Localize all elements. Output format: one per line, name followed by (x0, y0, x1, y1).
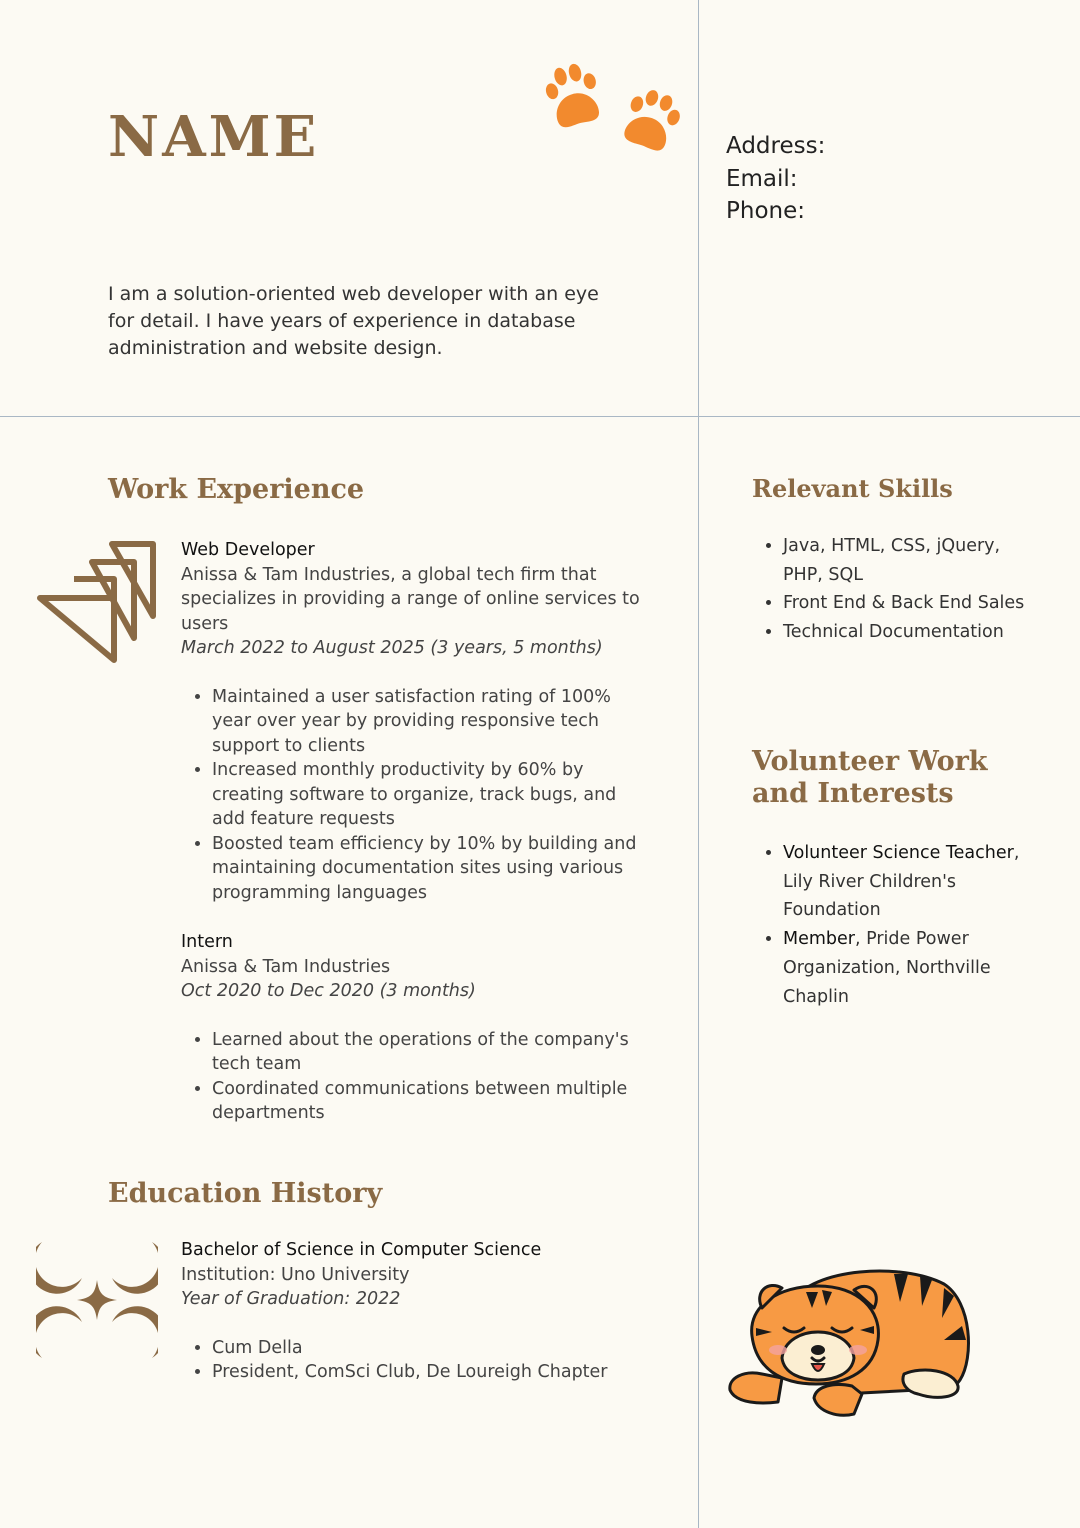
sleeping-tiger-illustration (722, 1262, 974, 1422)
crescent-sparkle-icon (36, 1240, 158, 1360)
list-item: • Java, HTML, CSS, jQuery, PHP, SQL (783, 532, 1043, 589)
job-role: Web Developer (181, 540, 315, 560)
job-role: Intern (181, 932, 233, 952)
skills-list (752, 532, 1043, 647)
job-intern (181, 930, 651, 1126)
list-item: • Cum Della (212, 1336, 651, 1361)
resume-name: NAME (108, 104, 320, 170)
list-item: • Coordinated communications between multiple departments (212, 1077, 651, 1126)
phone-label: Phone: (726, 198, 805, 224)
contact-block (726, 130, 825, 228)
education-honors (181, 1336, 651, 1385)
job-achievements (181, 1028, 651, 1126)
list-item: • Maintained a user satisfaction rating of 100% year over year by providing responsive tech support to clients (212, 685, 651, 759)
volunteer-list (752, 839, 1043, 1011)
layered-triangles-icon (34, 540, 159, 664)
job-dates: March 2022 to August 2025 (3 years, 5 months) (181, 638, 603, 658)
paw-print-icon (615, 88, 687, 154)
horizontal-divider (0, 416, 1080, 417)
list-item: • Increased monthly productivity by 60% by creating software to organize, track bugs, and add feature requests (212, 758, 651, 832)
vertical-divider (698, 0, 699, 1528)
list-item: • Boosted team efficiency by 10% by building and maintaining documentation sites using various programming languages (212, 832, 651, 906)
list-item: • Member, Pride Power Organization, Northville Chaplin (783, 925, 1043, 1011)
education-heading: Education History (108, 1178, 383, 1209)
job-company: Anissa & Tam Industries (181, 956, 391, 977)
job-company: Anissa & Tam Industries, a global tech firm that specializes in providing a range of online services to users (181, 564, 640, 634)
graduation-year: Year of Graduation: 2022 (181, 1289, 401, 1309)
volunteer-heading: Volunteer Work and Interests (752, 746, 988, 809)
email-label: Email: (726, 165, 798, 192)
address-label: Address: (726, 133, 826, 159)
degree: Bachelor of Science in Computer Science (181, 1240, 542, 1260)
job-achievements (181, 685, 651, 906)
work-experience-heading: Work Experience (108, 474, 365, 505)
job-dates: Oct 2020 to Dec 2020 (3 months) (181, 981, 476, 1001)
list-item: • Learned about the operations of the company's tech team (212, 1028, 651, 1077)
list-item: • Front End & Back End Sales (783, 589, 1043, 618)
profile-summary: I am a solution-oriented web developer with an eye for detail. I have years of experience in database administration and website design. (108, 283, 599, 359)
relevant-skills-heading: Relevant Skills (752, 474, 953, 503)
education-entry (181, 1238, 651, 1385)
job-web-developer (181, 538, 651, 905)
list-item: • Volunteer Science Teacher, Lily River Children's Foundation (783, 839, 1043, 925)
list-item: • President, ComSci Club, De Loureigh Chapter (212, 1360, 651, 1385)
institution: Institution: Uno University (181, 1264, 410, 1285)
list-item: • Technical Documentation (783, 618, 1043, 647)
paw-print-icon (538, 60, 608, 132)
